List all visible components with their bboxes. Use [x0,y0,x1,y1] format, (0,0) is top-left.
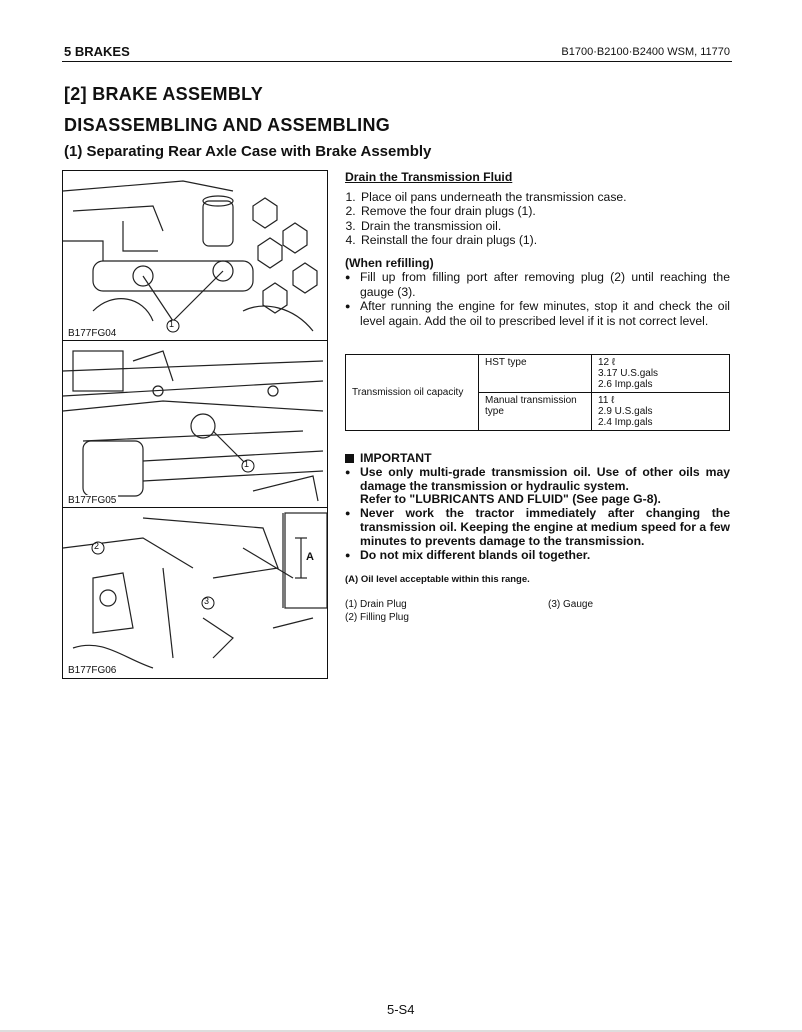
header-rule [62,61,732,62]
callout-3: 3 [204,596,210,606]
heading-separating: (1) Separating Rear Axle Case with Brake Assembly [64,143,432,160]
refill-item: ● After running the engine for few minutes, stop it and check the oil level again. Add the oil to prescribed level if it is not correct level. [345,299,730,328]
heading-disassembling: DISASSEMBLING AND ASSEMBLING [64,115,391,135]
range-label-a: A [306,551,314,563]
figure-filling-port [62,507,328,679]
callout-2: 2 [94,541,100,551]
legend-item: (3) Gauge [548,599,594,610]
callout-1: 1 [244,459,250,469]
step: 4. Reinstall the four drain plugs (1). [359,233,730,248]
page-number: 5-S4 [387,1002,415,1017]
range-note: (A) Oil level acceptable within this range. [345,574,530,585]
legend [345,598,645,624]
capacity-table [345,354,730,431]
hst-us-gals: 3.17 U.S.gals [598,368,659,379]
important-item: ● Never work the tractor immediately after changing the transmission oil. Keeping the engine at medium speed for a few minutes to prevents damage to the transmission. [345,507,730,548]
manual-values [592,393,730,431]
doc-code: B1700·B2100·B2400 WSM, 11770 [561,46,730,58]
figure-id: B177FG05 [68,495,117,506]
important-block [345,452,730,562]
legend-item: (1) Drain Plug [345,599,407,610]
hst-values [592,355,730,393]
drain-plug-side-illustration [63,341,327,508]
filling-port-illustration [63,508,327,678]
important-square-icon [345,454,354,463]
hst-imp-gals: 2.6 Imp.gals [598,379,653,390]
important-list [345,466,730,563]
section-title: 5 BRAKES [64,44,130,59]
figure-drain-plugs [62,170,328,342]
step: 2. Remove the four drain plugs (1). [359,204,730,219]
drain-steps [345,190,730,248]
legend-item: (2) Filling Plug [345,612,409,623]
figure-id: B177FG04 [68,328,117,339]
important-item: ● Use only multi-grade transmission oil. Use of other oils may damage the transmission or hydraulic system. Refer to "LUBRICANTS AND FLUID" (See page G-8). [345,466,730,507]
type-hst: HST type [479,355,592,393]
drain-title: Drain the Transmission Fluid [345,170,513,184]
manual-liters: 11 ℓ [598,395,615,406]
important-title: IMPORTANT [360,451,432,465]
step: 1. Place oil pans underneath the transmission case. [359,190,730,205]
step: 3. Drain the transmission oil. [359,219,730,234]
capacity-label: Transmission oil capacity [346,355,479,431]
type-manual: Manual transmission type [479,393,592,431]
instructions [345,170,730,328]
refill-list [345,270,730,328]
important-item: ● Do not mix different blands oil together. [345,549,730,563]
drain-plugs-illustration [63,171,327,341]
manual-imp-gals: 2.4 Imp.gals [598,417,653,428]
hst-liters: 12 ℓ [598,357,616,368]
refill-title: (When refilling) [345,255,434,270]
figure-id: B177FG06 [68,665,117,676]
callout-1: 1 [169,319,175,329]
refill-item: ● Fill up from filling port after removing plug (2) until reaching the gauge (3). [345,270,730,299]
manual-us-gals: 2.9 U.S.gals [598,406,653,417]
heading-brake-assembly: [2] BRAKE ASSEMBLY [64,84,264,104]
figure-drain-plug-side [62,340,328,509]
